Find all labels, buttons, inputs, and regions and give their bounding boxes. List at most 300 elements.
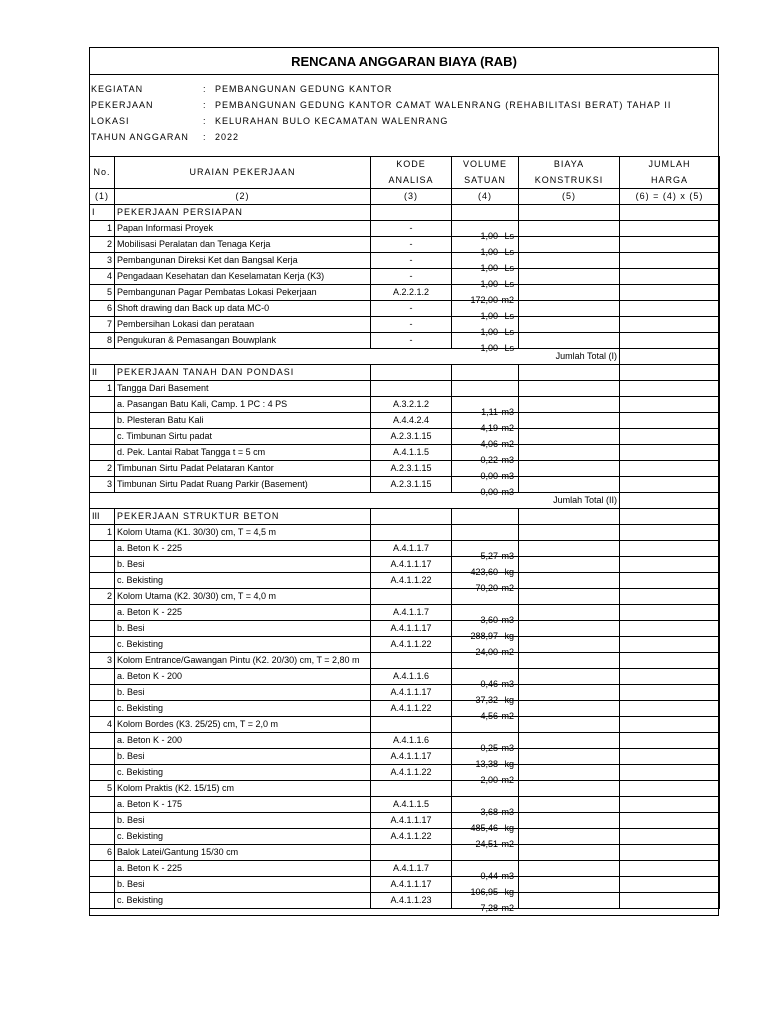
volume-value: 37,32 (475, 694, 498, 705)
total-price (620, 253, 720, 269)
volume-value: 2,00 (480, 774, 498, 785)
unit-label: m2 (501, 438, 514, 449)
table-row (90, 461, 720, 477)
construction-cost (519, 637, 620, 653)
empty-cell (371, 509, 452, 525)
table-row (90, 573, 720, 589)
item-number: 6 (90, 301, 115, 317)
volume-value: 4,19 (480, 422, 498, 433)
unit-label: m3 (501, 806, 514, 817)
unit-label: Ls (504, 262, 514, 273)
unit-label: m2 (501, 838, 514, 849)
item-description: Kolom Entrance/Gawangan Pintu (K2. 20/30) cm, T = 2,80 m (115, 653, 371, 669)
section-number: II (90, 365, 115, 381)
table-row (90, 301, 720, 317)
item-description: Kolom Bordes (K3. 25/25) cm, T = 2,0 m (115, 717, 371, 733)
unit-label: m2 (501, 422, 514, 433)
item-number: 5 (90, 781, 115, 797)
volume-value: 1,11 (481, 406, 498, 417)
construction-cost (519, 301, 620, 317)
construction-cost (519, 893, 620, 909)
volume-value: 423,60 (470, 566, 498, 577)
subtotal-label: Jumlah Total (II) (90, 493, 620, 509)
unit-label: m3 (501, 870, 514, 881)
construction-cost (519, 733, 620, 749)
table-row (90, 557, 720, 573)
item-number (90, 445, 115, 461)
total-price (620, 397, 720, 413)
header-volume-line2: SATUAN (452, 173, 519, 189)
construction-cost (519, 573, 620, 589)
volume-unit-cell (452, 429, 519, 449)
volume-value: 106,95 (470, 886, 498, 897)
analysis-code: A.4.1.1.22 (371, 829, 452, 845)
analysis-code: A.4.1.1.17 (371, 685, 452, 701)
volume-unit-cell (452, 461, 519, 481)
analysis-code: A.4.1.1.22 (371, 701, 452, 717)
empty-cell (620, 205, 720, 221)
volume-unit-cell (452, 829, 519, 849)
table-row (90, 589, 720, 605)
analysis-code: A.4.1.1.17 (371, 813, 452, 829)
volume-value: 0,44 (480, 870, 498, 881)
item-description: c. Timbunan Sirtu padat (115, 429, 371, 445)
construction-cost (519, 589, 620, 605)
volume-unit-cell (452, 669, 519, 689)
unit-label: m3 (501, 614, 514, 625)
total-price (620, 301, 720, 317)
analysis-code (371, 381, 452, 397)
total-price (620, 333, 720, 349)
volume-unit-cell (452, 381, 519, 397)
unit-label: m3 (501, 742, 514, 753)
volume-unit-cell (452, 589, 519, 605)
empty-cell (371, 205, 452, 221)
total-price (620, 429, 720, 445)
total-price (620, 653, 720, 669)
volume-value: 24,00 (475, 646, 498, 657)
volume-unit-cell (452, 893, 519, 913)
total-price (620, 269, 720, 285)
unit-label: m3 (501, 550, 514, 561)
header-biaya-line1: BIAYA (519, 157, 620, 173)
total-price (620, 525, 720, 541)
volume-unit-cell (452, 477, 519, 497)
total-price (620, 381, 720, 397)
analysis-code (371, 589, 452, 605)
construction-cost (519, 717, 620, 733)
volume-value: 4,06 (480, 438, 498, 449)
item-number: 3 (90, 253, 115, 269)
volume-unit-cell (452, 413, 519, 433)
unit-label: m2 (501, 902, 514, 913)
total-price (620, 717, 720, 733)
item-number (90, 893, 115, 909)
unit-label: Ls (504, 342, 514, 353)
item-description: Pembangunan Direksi Ket dan Bangsal Kerja (115, 253, 371, 269)
analysis-code: A.4.1.1.5 (371, 445, 452, 461)
info-value: KELURAHAN BULO KECAMATAN WALENRANG (215, 116, 449, 126)
column-index: (2) (115, 189, 371, 205)
item-number: 3 (90, 477, 115, 493)
volume-value: 1,00 (480, 246, 498, 257)
analysis-code: A.4.1.1.17 (371, 877, 452, 893)
volume-unit-cell (452, 445, 519, 465)
analysis-code: A.4.1.1.17 (371, 749, 452, 765)
construction-cost (519, 765, 620, 781)
unit-label: m3 (501, 470, 514, 481)
total-price (620, 557, 720, 573)
item-number: 5 (90, 285, 115, 301)
volume-value: 288,97 (470, 630, 498, 641)
item-number: 2 (90, 589, 115, 605)
unit-label: m2 (501, 774, 514, 785)
construction-cost (519, 413, 620, 429)
item-number (90, 765, 115, 781)
info-value: 2022 (215, 132, 240, 142)
item-number (90, 669, 115, 685)
analysis-code: A.4.1.1.5 (371, 797, 452, 813)
item-description: a. Beton K - 175 (115, 797, 371, 813)
empty-cell (452, 509, 519, 525)
item-description: c. Bekisting (115, 829, 371, 845)
construction-cost (519, 397, 620, 413)
construction-cost (519, 797, 620, 813)
item-description: a. Beton K - 200 (115, 733, 371, 749)
header-uraian: URAIAN PEKERJAAN (115, 157, 371, 189)
section-row (90, 365, 720, 381)
column-index: (6) = (4) x (5) (620, 189, 720, 205)
analysis-code: A.3.2.1.2 (371, 397, 452, 413)
volume-unit-cell (452, 781, 519, 797)
unit-label: kg (504, 630, 514, 641)
item-description: Shoft drawing dan Back up data MC-0 (115, 301, 371, 317)
header-kode-line1: KODE (371, 157, 452, 173)
unit-label: m3 (501, 486, 514, 497)
empty-cell (452, 205, 519, 221)
item-number (90, 861, 115, 877)
total-price (620, 861, 720, 877)
item-description: Pembangunan Pagar Pembatas Lokasi Pekerjaan (115, 285, 371, 301)
item-description: b. Besi (115, 557, 371, 573)
analysis-code (371, 525, 452, 541)
item-number (90, 605, 115, 621)
table-row (90, 381, 720, 397)
unit-label: kg (504, 758, 514, 769)
table-row (90, 285, 720, 301)
item-number (90, 685, 115, 701)
volume-unit-cell (452, 877, 519, 897)
total-price (620, 621, 720, 637)
total-price (620, 685, 720, 701)
item-number (90, 797, 115, 813)
item-number: 4 (90, 269, 115, 285)
page-title: RENCANA ANGGARAN BIAYA (RAB) (90, 48, 718, 75)
section-row (90, 509, 720, 525)
item-description: Kolom Praktis (K2. 15/15) cm (115, 781, 371, 797)
item-description: Kolom Utama (K1. 30/30) cm, T = 4,5 m (115, 525, 371, 541)
info-colon: : (203, 84, 207, 94)
construction-cost (519, 557, 620, 573)
analysis-code: - (371, 301, 452, 317)
total-price (620, 797, 720, 813)
item-number (90, 397, 115, 413)
total-price (620, 285, 720, 301)
volume-unit-cell (452, 797, 519, 817)
volume-unit-cell (452, 653, 519, 669)
volume-unit-cell (452, 253, 519, 273)
construction-cost (519, 781, 620, 797)
item-description: b. Besi (115, 877, 371, 893)
analysis-code (371, 653, 452, 669)
header-volume-line1: VOLUME (452, 157, 519, 173)
total-price (620, 733, 720, 749)
item-description: Pembersihan Lokasi dan perataan (115, 317, 371, 333)
info-label: KEGIATAN (91, 84, 144, 94)
info-label: PEKERJAAN (91, 100, 154, 110)
volume-unit-cell (452, 637, 519, 657)
table-row (90, 605, 720, 621)
construction-cost (519, 685, 620, 701)
table-row (90, 653, 720, 669)
analysis-code: - (371, 237, 452, 253)
volume-value: 1,00 (480, 326, 498, 337)
construction-cost (519, 861, 620, 877)
item-description: Mobilisasi Peralatan dan Tenaga Kerja (115, 237, 371, 253)
volume-value: 0,22 (480, 454, 498, 465)
item-number: 1 (90, 221, 115, 237)
item-number (90, 733, 115, 749)
construction-cost (519, 845, 620, 861)
volume-unit-cell (452, 397, 519, 417)
unit-label: m2 (501, 582, 514, 593)
construction-cost (519, 621, 620, 637)
empty-cell (452, 365, 519, 381)
volume-value: 70,20 (475, 582, 498, 593)
info-label: TAHUN ANGGARAN (91, 132, 189, 142)
analysis-code: A.4.1.1.22 (371, 573, 452, 589)
table-row (90, 221, 720, 237)
item-description: Pengukuran & Pemasangan Bouwplank (115, 333, 371, 349)
total-price (620, 637, 720, 653)
volume-unit-cell (452, 541, 519, 561)
construction-cost (519, 269, 620, 285)
unit-label: kg (504, 886, 514, 897)
item-description: Balok Latei/Gantung 15/30 cm (115, 845, 371, 861)
volume-value: 7,28 (480, 902, 498, 913)
volume-unit-cell (452, 557, 519, 577)
item-number: 8 (90, 333, 115, 349)
volume-unit-cell (452, 525, 519, 541)
unit-label: Ls (504, 246, 514, 257)
total-price (620, 573, 720, 589)
section-number: I (90, 205, 115, 221)
construction-cost (519, 541, 620, 557)
unit-label: m3 (501, 678, 514, 689)
table-row (90, 701, 720, 717)
item-description: Timbunan Sirtu Padat Ruang Parkir (Basement) (115, 477, 371, 493)
table-row (90, 237, 720, 253)
construction-cost (519, 813, 620, 829)
total-price (620, 829, 720, 845)
construction-cost (519, 701, 620, 717)
volume-value: 1,00 (480, 262, 498, 273)
table-row (90, 749, 720, 765)
column-index: (3) (371, 189, 452, 205)
item-description: Tangga Dari Basement (115, 381, 371, 397)
table-row (90, 685, 720, 701)
empty-cell (371, 365, 452, 381)
volume-unit-cell (452, 301, 519, 321)
analysis-code: A.2.3.1.15 (371, 477, 452, 493)
analysis-code: A.2.3.1.15 (371, 429, 452, 445)
table-row (90, 445, 720, 461)
total-price (620, 669, 720, 685)
volume-value: 13,38 (475, 758, 498, 769)
subtotal-value (620, 349, 720, 365)
item-number: 2 (90, 237, 115, 253)
construction-cost (519, 669, 620, 685)
item-description: a. Beton K - 225 (115, 861, 371, 877)
table-row (90, 845, 720, 861)
analysis-code: A.2.2.1.2 (371, 285, 452, 301)
item-description: c. Bekisting (115, 573, 371, 589)
total-price (620, 605, 720, 621)
unit-label: kg (504, 694, 514, 705)
table-row (90, 781, 720, 797)
analysis-code (371, 781, 452, 797)
empty-cell (519, 205, 620, 221)
analysis-code: A.4.1.1.23 (371, 893, 452, 909)
empty-cell (519, 509, 620, 525)
empty-cell (620, 365, 720, 381)
unit-label: kg (504, 566, 514, 577)
table-row (90, 397, 720, 413)
item-number (90, 413, 115, 429)
item-description: c. Bekisting (115, 637, 371, 653)
header-row (90, 157, 720, 173)
section-title: PEKERJAAN STRUKTUR BETON (115, 509, 371, 525)
volume-value: 0,46 (480, 678, 498, 689)
item-number (90, 637, 115, 653)
item-number (90, 813, 115, 829)
volume-value: 4,56 (480, 710, 498, 721)
unit-label: m3 (501, 406, 514, 417)
construction-cost (519, 317, 620, 333)
section-row (90, 205, 720, 221)
info-value: PEMBANGUNAN GEDUNG KANTOR (215, 84, 393, 94)
volume-value: 1,00 (480, 230, 498, 241)
item-number: 7 (90, 317, 115, 333)
volume-unit-cell (452, 733, 519, 753)
item-number: 2 (90, 461, 115, 477)
volume-unit-cell (452, 861, 519, 881)
volume-value: 1,00 (480, 342, 498, 353)
section-title: PEKERJAAN TANAH DAN PONDASI (115, 365, 371, 381)
header-jumlah-line1: JUMLAH (620, 157, 720, 173)
item-number: 3 (90, 653, 115, 669)
volume-value: 172,00 (470, 294, 498, 305)
total-price (620, 413, 720, 429)
construction-cost (519, 381, 620, 397)
item-number: 1 (90, 525, 115, 541)
item-number (90, 557, 115, 573)
construction-cost (519, 445, 620, 461)
table-row (90, 717, 720, 733)
subtotal-value (620, 493, 720, 509)
volume-value: 1,00 (480, 310, 498, 321)
volume-unit-cell (452, 285, 519, 305)
unit-label: Ls (504, 278, 514, 289)
subtotal-row (90, 493, 720, 509)
item-description: b. Plesteran Batu Kali (115, 413, 371, 429)
analysis-code (371, 717, 452, 733)
analysis-code: - (371, 317, 452, 333)
total-price (620, 237, 720, 253)
table-row (90, 525, 720, 541)
construction-cost (519, 525, 620, 541)
analysis-code: - (371, 221, 452, 237)
volume-value: 1,00 (480, 278, 498, 289)
construction-cost (519, 429, 620, 445)
construction-cost (519, 333, 620, 349)
table-row (90, 317, 720, 333)
item-number (90, 621, 115, 637)
table-row (90, 797, 720, 813)
volume-unit-cell (452, 237, 519, 257)
volume-unit-cell (452, 685, 519, 705)
item-description: c. Bekisting (115, 765, 371, 781)
item-description: d. Pek. Lantai Rabat Tangga t = 5 cm (115, 445, 371, 461)
construction-cost (519, 829, 620, 845)
table-row (90, 829, 720, 845)
section-number: III (90, 509, 115, 525)
volume-unit-cell (452, 333, 519, 353)
analysis-code: A.4.4.2.4 (371, 413, 452, 429)
analysis-code: A.4.1.1.22 (371, 637, 452, 653)
total-price (620, 765, 720, 781)
construction-cost (519, 253, 620, 269)
construction-cost (519, 605, 620, 621)
construction-cost (519, 221, 620, 237)
rab-table (89, 156, 720, 913)
total-price (620, 461, 720, 477)
analysis-code: - (371, 333, 452, 349)
volume-unit-cell (452, 573, 519, 593)
item-number (90, 877, 115, 893)
item-description: a. Beton K - 200 (115, 669, 371, 685)
item-description: a. Pasangan Batu Kali, Camp. 1 PC : 4 PS (115, 397, 371, 413)
info-colon: : (203, 100, 207, 110)
item-number: 6 (90, 845, 115, 861)
unit-label: Ls (504, 230, 514, 241)
total-price (620, 781, 720, 797)
header-no: No. (90, 157, 115, 189)
volume-value: 3,60 (480, 614, 498, 625)
item-number (90, 749, 115, 765)
volume-unit-cell (452, 317, 519, 337)
item-description: Pengadaan Kesehatan dan Keselamatan Kerja (K3) (115, 269, 371, 285)
analysis-code: A.4.1.1.7 (371, 605, 452, 621)
item-number (90, 541, 115, 557)
construction-cost (519, 477, 620, 493)
item-number: 4 (90, 717, 115, 733)
volume-unit-cell (452, 605, 519, 625)
table-row (90, 861, 720, 877)
total-price (620, 749, 720, 765)
total-price (620, 701, 720, 717)
total-price (620, 477, 720, 493)
